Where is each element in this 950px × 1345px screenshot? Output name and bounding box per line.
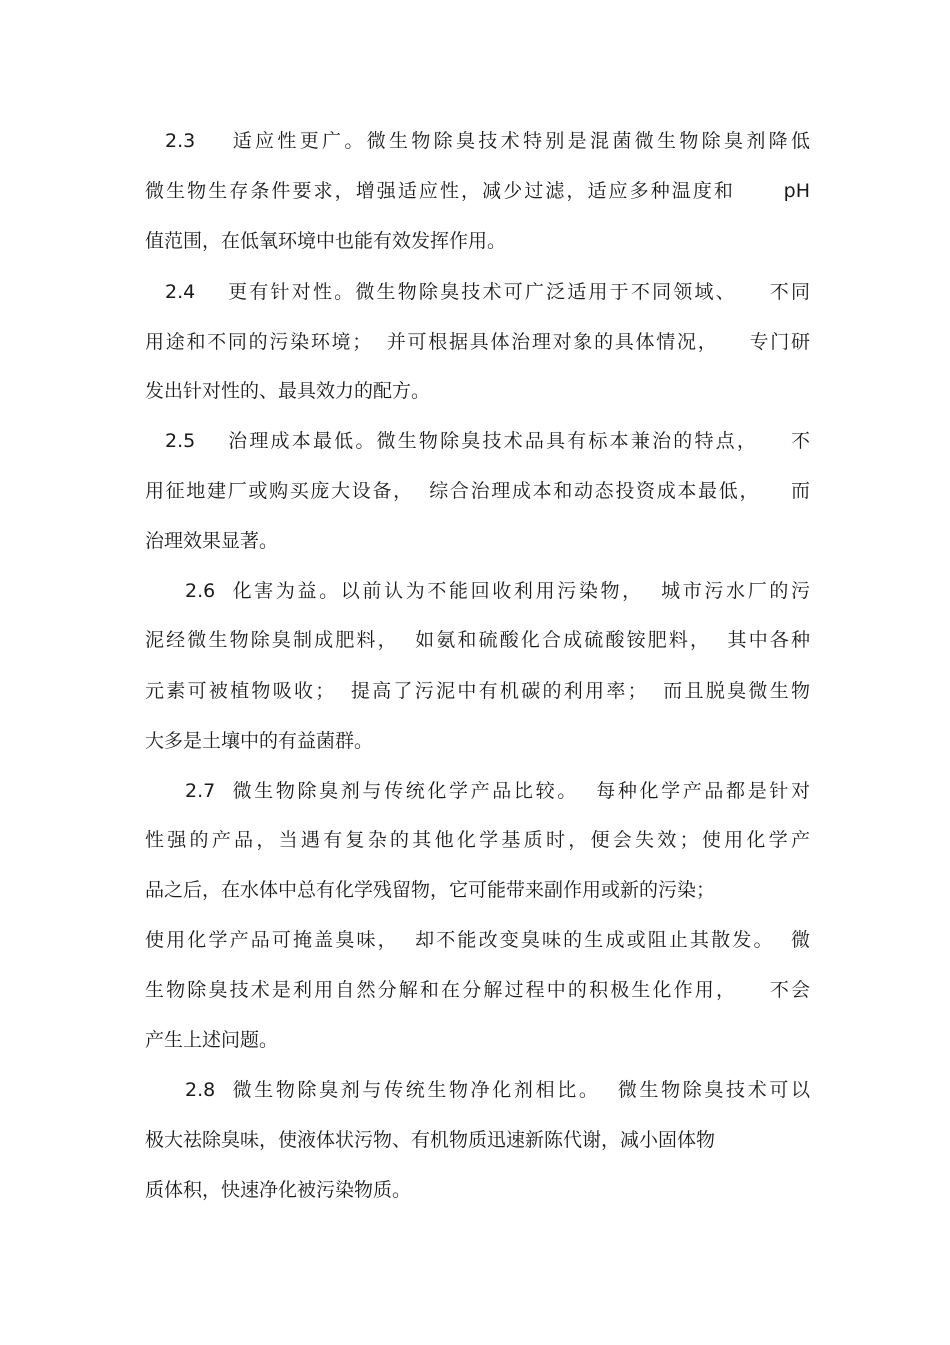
paragraph-2-7-line-2: 性强的产品，当遇有复杂的其他化学基质时，便会失效；使用化学产 xyxy=(145,829,810,851)
paragraph-2-6-line-3: 元素可被植物吸收； 提高了污泥中有机碳的利用率； 而且脱臭微生物 xyxy=(145,680,810,702)
paragraph-2-3-line-1: 2.3 适应性更广。微生物除臭技术特别是混菌微生物除臭剂降低 xyxy=(165,130,810,152)
paragraph-2-3-line-3: 值范围，在低氧环境中也能有效发挥作用。 xyxy=(145,230,507,252)
paragraph-2-5-line-1: 2.5 治理成本最低。微生物除臭技术品具有标本兼治的特点， 不 xyxy=(165,430,810,452)
paragraph-2-8-line-3: 质体积，快速净化被污染物质。 xyxy=(145,1179,412,1201)
paragraph-2-7-line-4: 使用化学产品可掩盖臭味， 却不能改变臭味的生成或阻止其散发。 微 xyxy=(145,929,810,951)
paragraph-2-6-line-1: 2.6 化害为益。以前认为不能回收利用污染物， 城市污水厂的污 xyxy=(185,580,810,602)
paragraph-2-6-line-4: 大多是土壤中的有益菌群。 xyxy=(145,730,374,752)
paragraph-2-7-line-3: 品之后，在水体中总有化学残留物，它可能带来副作用或新的污染； xyxy=(145,879,716,901)
paragraph-2-8-line-1: 2.8 微生物除臭剂与传统生物净化剂相比。 微生物除臭技术可以 xyxy=(185,1079,810,1101)
paragraph-2-7-line-5: 生物除臭技术是利用自然分解和在分解过程中的积极生化作用， 不会 xyxy=(145,979,810,1001)
paragraph-2-7-line-1: 2.7 微生物除臭剂与传统化学产品比较。 每种化学产品都是针对 xyxy=(185,780,810,802)
paragraph-2-4-line-1: 2.4 更有针对性。微生物除臭技术可广泛适用于不同领域、 不同 xyxy=(165,281,810,303)
paragraph-2-8-line-2: 极大祛除臭味，使液体状污物、有机物质迅速新陈代谢，减小固体物 xyxy=(145,1129,716,1151)
paragraph-2-5-line-2: 用征地建厂或购买庞大设备， 综合治理成本和动态投资成本最低， 而 xyxy=(145,480,810,502)
paragraph-2-6-line-2: 泥经微生物除臭制成肥料， 如氨和硫酸化合成硫酸铵肥料， 其中各种 xyxy=(145,629,810,651)
paragraph-2-5-line-3: 治理效果显著。 xyxy=(145,530,279,552)
paragraph-2-7-line-6: 产生上述问题。 xyxy=(145,1029,279,1051)
paragraph-2-4-line-3: 发出针对性的、最具效力的配方。 xyxy=(145,380,431,402)
paragraph-2-4-line-2: 用途和不同的污染环境； 并可根据具体治理对象的具体情况， 专门研 xyxy=(145,331,810,353)
paragraph-2-3-line-2: 微生物生存条件要求，增强适应性，减少过滤，适应多种温度和 pH xyxy=(145,180,810,202)
